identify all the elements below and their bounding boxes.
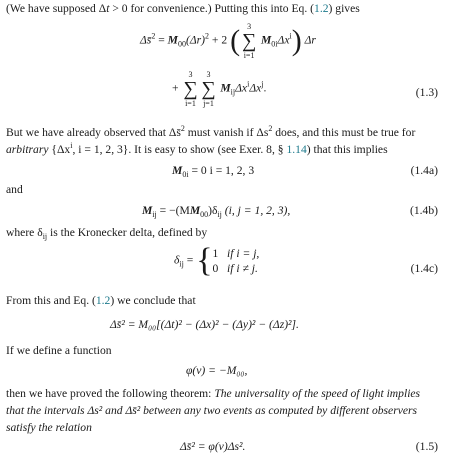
eq-ref-link-2[interactable]: 1.2 bbox=[95, 294, 111, 307]
double-sum-2: 3 ∑ j=1 bbox=[201, 70, 216, 108]
eq13-dr: (Δr) bbox=[185, 33, 206, 47]
define-line: If we define a function bbox=[6, 344, 112, 357]
intro-text-2: > 0 for convenience.) Putting this into Eq. ( bbox=[109, 2, 315, 15]
equation-1-3-line-1: Δs̄$^2$ = $M_{00}(\Delta r)^2 + 2$ ( 3 ∑ i=1 $M_{0i}\Delta x^i$) Δr bbox=[140, 22, 316, 60]
intro-t-var: t bbox=[106, 2, 110, 15]
where-line: where $\delta_{ij}$ is the Kronecker delta, defined by bbox=[6, 226, 208, 241]
equation-1-5: Δs̄² = φ(v)Δs². bbox=[180, 440, 246, 453]
eq-number-1-4b: (1.4b) bbox=[409, 204, 438, 217]
kronecker-cases: 1 if i = j, 0 if i ≠ j. bbox=[212, 247, 260, 275]
right-paren: ) bbox=[291, 24, 302, 57]
para2-line-1: But we have already observed that Δs̄$^2$ must vanish if $\Delta s^2$ does, and this must be true for bbox=[6, 124, 416, 139]
eq13-equals: = bbox=[155, 33, 168, 47]
eq-ref-link[interactable]: 1.2 bbox=[314, 2, 329, 15]
theorem-line-3: satisfy the relation bbox=[6, 421, 92, 434]
eq13-m: M bbox=[167, 33, 178, 47]
section-ref-link[interactable]: 1.14 bbox=[286, 143, 307, 156]
intro-text-3: ) gives bbox=[328, 2, 360, 15]
eq13-plus-two: + 2 bbox=[209, 33, 228, 47]
intro-text-1: (We have supposed Δ bbox=[6, 2, 107, 15]
eq-number-1-5: (1.5) bbox=[415, 440, 438, 453]
eq-number-1-4a: (1.4a) bbox=[410, 164, 438, 177]
left-brace: { bbox=[196, 242, 213, 279]
intro-line bbox=[6, 2, 360, 16]
eq13-sum-m: M bbox=[260, 33, 272, 47]
eq13-m-sub: 00 bbox=[177, 39, 186, 49]
from-line: From this and Eq. (1.2) we conclude that bbox=[6, 294, 196, 307]
equation-mid: Δs̄² = M₀₀[(Δt)² − (Δx)² − (Δy)² − (Δz)²]. bbox=[110, 318, 299, 331]
equation-1-4a: $M_{0i} = 0$ i = 1, 2, 3 bbox=[172, 164, 255, 179]
para2-line-2: arbitrary {$\Delta x^i$, i = 1, 2, 3}. It is easy to show (see Exer. 8, § 1.14) that this implies bbox=[6, 141, 388, 156]
left-paren: ( bbox=[230, 24, 241, 57]
equation-1-3-line-2: + 3 ∑ i=1 3 ∑ j=1 $M_{ij}\Delta x^i\Delta x^j$. bbox=[172, 70, 267, 108]
theorem-line-1: then we have proved the following theorem: The universality of the speed of light implies bbox=[6, 387, 421, 400]
eq13-lhs: Δs̄ bbox=[140, 33, 152, 47]
and-word: and bbox=[6, 183, 23, 196]
sum-symbol: 3 ∑ i=1 bbox=[241, 22, 257, 60]
double-sum-1: 3 ∑ i=1 bbox=[183, 70, 198, 108]
theorem-line-2: that the intervals Δs² and Δs̄² between any two events as computed by different observers bbox=[6, 404, 418, 417]
eq-number-1-4c: (1.4c) bbox=[410, 262, 438, 275]
eq-number-1-3: (1.3) bbox=[415, 86, 438, 99]
equation-1-4c: $\delta_{ij} = \{1$ if i = j, 0 if i ≠ j. bbox=[174, 242, 260, 279]
equation-1-4b: $M_{ij} = -(MM_{00})\delta_{ij}$ (i, j = 1, 2, 3), bbox=[142, 204, 291, 219]
equation-phi: φ(v) = −M₀₀, bbox=[186, 364, 248, 377]
